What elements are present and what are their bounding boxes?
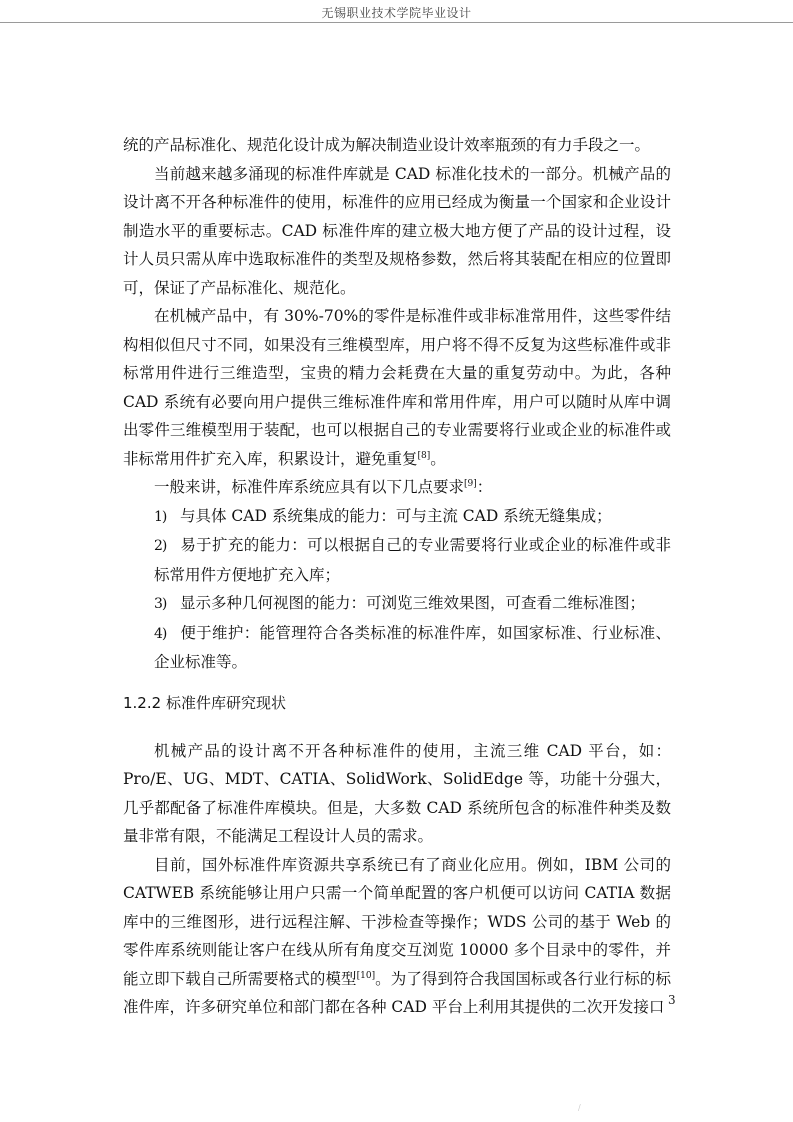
header-divider bbox=[0, 22, 793, 23]
footer-mark: / bbox=[578, 1103, 581, 1112]
section-title: 标准件库研究现状 bbox=[165, 693, 286, 712]
paragraph-text-end: 。 bbox=[430, 449, 446, 468]
paragraph-text-end: ： bbox=[476, 478, 493, 496]
list-number: 3) bbox=[154, 596, 167, 612]
list-text: 显示多种几何视图的能力：可浏览三维效果图，可查看二维标准图； bbox=[180, 594, 646, 612]
page-header: 无锡职业技术学院毕业设计 bbox=[321, 6, 472, 20]
citation-ref: [10] bbox=[356, 970, 376, 981]
list-number: 1) bbox=[154, 508, 167, 525]
paragraph-standard-library: 当前越来越多涌现的标准件库就是 CAD 标准化技术的一部分。机械产品的设计离不开各种标准件的使用，标准件的应用已经成为衡量一个国家和企业设计制造水平的重要标志。CAD 标准件库的建立极大地方便了产品的设计过程，设计人员只需从库中选取标准件的类型及规格参数，然后将其装配在相应的位置即可，保证了产品标准化、规范化。 bbox=[123, 164, 671, 297]
list-text: 便于维护：能管理符合各类标准的标准件库，如国家标准、行业标准、企业标准等。 bbox=[154, 623, 671, 671]
list-text: 与具体 CAD 系统集成的能力：可与主流 CAD 系统无缝集成； bbox=[180, 506, 612, 525]
section-heading bbox=[123, 689, 671, 717]
paragraph-cad-platforms: 机械产品的设计离不开各种标准件的使用，主流三维 CAD 平台，如：Pro/E、UG、MDT、CATIA、SolidWork、SolidEdge 等，功能十分强大，几乎都配备了标准件库模块。但是，大多数 CAD 系统所包含的标准件种类及数量非常有限，不能满足工程设计人员的需求。 bbox=[123, 741, 671, 845]
paragraph-requirements-intro bbox=[123, 473, 671, 502]
page-number: 3 bbox=[668, 993, 676, 1007]
list-number: 2) bbox=[154, 538, 167, 554]
requirement-item bbox=[123, 619, 671, 677]
paragraph-text-end: 。为了得到符合我国国标或各行业行标的标准件库，许多研究单位和部门都在各种 CAD 平台上利用其提供的二次开发接口 bbox=[123, 969, 671, 1016]
paragraph-foreign-systems bbox=[123, 851, 671, 1022]
citation-ref: [8] bbox=[417, 450, 431, 461]
list-number: 4) bbox=[154, 625, 167, 642]
requirement-item bbox=[123, 531, 671, 589]
paragraph-text: 目前，国外标准件库资源共享系统已有了商业化应用。例如，IBM 公司的 CATWEB 系统能够让用户只需一个简单配置的客户机便可以访问 CATIA 数据库中的三维图形，进行远程注解、干涉检查等操作；WDS 公司的基于 Web 的零件库系统则能让客户在线从所有角度交互浏览 10000 多个目录中的零件，并能立即下载自己所需要格式的模型 bbox=[123, 855, 671, 988]
paragraph-mechanical-products bbox=[123, 302, 671, 473]
paragraph-text: 一般来讲，标准件库系统应具有以下几点要求 bbox=[154, 478, 465, 496]
requirement-item bbox=[123, 502, 671, 532]
section-number: 1.2.2 bbox=[123, 693, 162, 712]
list-text: 易于扩充的能力：可以根据自己的专业需要将行业或企业的标准件或非标常用件方便地扩充入库； bbox=[154, 536, 671, 584]
citation-ref: [9] bbox=[464, 478, 477, 489]
paragraph-text: 在机械产品中，有 30%-70%的零件是标准件或非标准常用件，这些零件结构相似但尺寸不同，如果没有三维模型库，用户将不得不反复为这些标准件或非标常用件进行三维造型，宝贵的精力会耗费在大量的重复劳动中。为此，各种 CAD 系统有必要向用户提供三维标准件库和常用件库，用户可以随时从库中调出零件三维模型用于装配，也可以根据自己的专业需要将行业或企业的标准件或非标常用件扩充入库，积累设计，避免重复 bbox=[123, 307, 671, 468]
requirement-item bbox=[123, 589, 671, 619]
paragraph-continuation: 统的产品标准化、规范化设计成为解决制造业设计效率瓶颈的有力手段之一。 bbox=[123, 136, 651, 154]
page-body bbox=[123, 131, 671, 1022]
